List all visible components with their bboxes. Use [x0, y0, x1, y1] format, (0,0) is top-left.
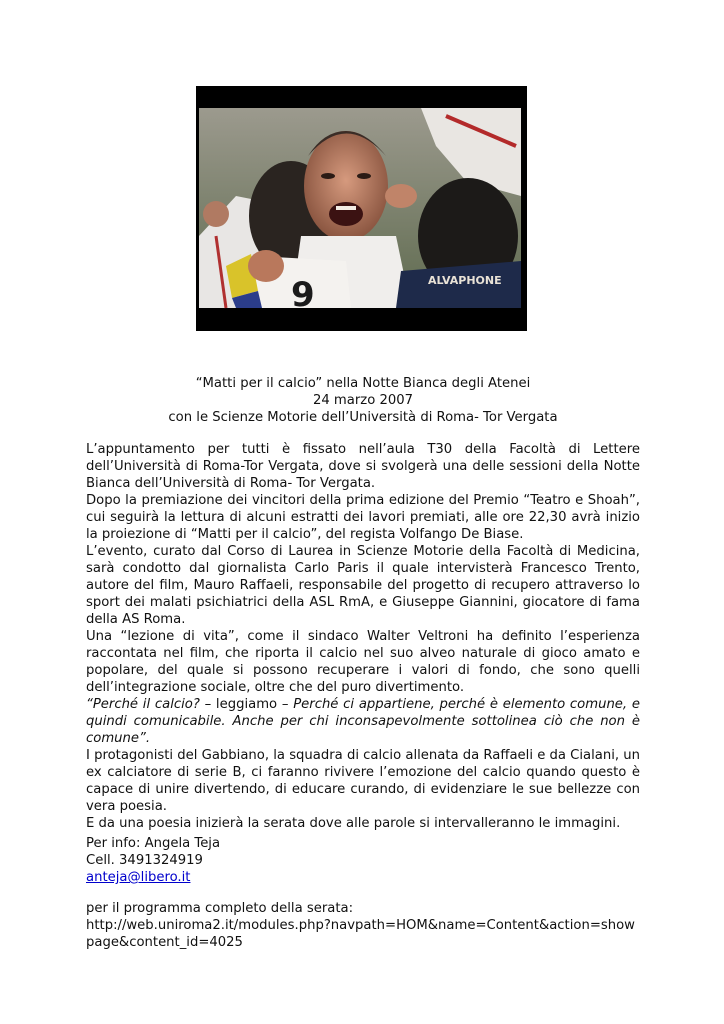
contact-info [86, 835, 640, 886]
quote-part-b: Perché ci appartiene, perché è elemento comune, e quindi comunicabile. Anche per chi inconsapevolmente sottolinea ciò che non è comune”. [86, 697, 640, 746]
program-url-line-2: page&content_id=4025 [86, 935, 243, 950]
contact-name: Per info: Angela Teja [86, 836, 221, 851]
quote-connector: leggiamo – [211, 697, 294, 712]
program-url-line-1: http://web.uniroma2.it/modules.php?navpath=HOM&name=Content&action=show [86, 918, 635, 933]
photo-icon [196, 86, 527, 331]
event-date: 24 marzo 2007 [312, 393, 414, 408]
paragraph-quote [86, 696, 640, 747]
paragraph-program: Dopo la premiazione dei vincitori della prima edizione del Premio “Teatro e Shoah”, cui seguirà la lettura di alcuni estratti dei lavori premiati, alle ore 22,30 avrà inizio la proiezione di “Matti per il calcio”, del regista Volfango De Biase. [86, 493, 640, 542]
event-heading [86, 375, 640, 426]
paragraph-poetry: E da una poesia inizierà la serata dove alle parole si intervalleranno le immagini. [86, 816, 621, 831]
event-subtitle: con le Scienze Motorie dell’Università di Roma- Tor Vergata [168, 410, 558, 425]
event-photo [196, 86, 527, 331]
paragraph-location: L’appuntamento per tutti è fissato nell’aula T30 della Facoltà di Lettere dell’Università di Roma-Tor Vergata, dove si svolgerà una delle sessioni della Notte Bianca dell’Università di Roma- Tor Vergata. [86, 442, 640, 491]
paragraph-lesson: Una “lezione di vita”, come il sindaco Walter Veltroni ha definito l’esperienza raccontata nel film, che riporta il calcio nel suo alveo naturale di gioco amato e popolare, del quale si possono recuperare i valori di fondo, che sono quelli dell’integrazione sociale, oltre che del puro divertimento. [86, 629, 640, 695]
article-body [86, 441, 640, 832]
contact-phone: Cell. 3491324919 [86, 853, 203, 868]
paragraph-speakers: L’evento, curato dal Corso di Laurea in Scienze Motorie della Facoltà di Medicina, sarà condotto dal giornalista Carlo Paris il quale intervisterà Francesco Trento, autore del film, Mauro Raffaeli, responsabile del progetto di recupero attraverso lo sport dei malati psichiatrici della ASL RmA, e Giuseppe Giannini, giocatore di fama della AS Roma. [86, 544, 640, 627]
program-intro: per il programma completo della serata: [86, 901, 354, 916]
program-info [86, 900, 646, 951]
contact-email-link[interactable]: anteja@libero.it [86, 870, 191, 885]
paragraph-team: I protagonisti del Gabbiano, la squadra di calcio allenata da Raffaeli e da Cialani, un ex calciatore di serie B, ci faranno rivivere l’emozione del calcio quando questo è capace di unire divertendo, di educare curando, di evidenziare le sue bellezze con vera poesia. [86, 748, 640, 814]
event-title: “Matti per il calcio” nella Notte Bianca degli Atenei [195, 376, 531, 391]
svg-text:9: 9 [291, 275, 315, 315]
quote-part-a: “Perché il calcio? – [86, 697, 212, 712]
svg-text:ALVAPHONE: ALVAPHONE [428, 274, 502, 287]
